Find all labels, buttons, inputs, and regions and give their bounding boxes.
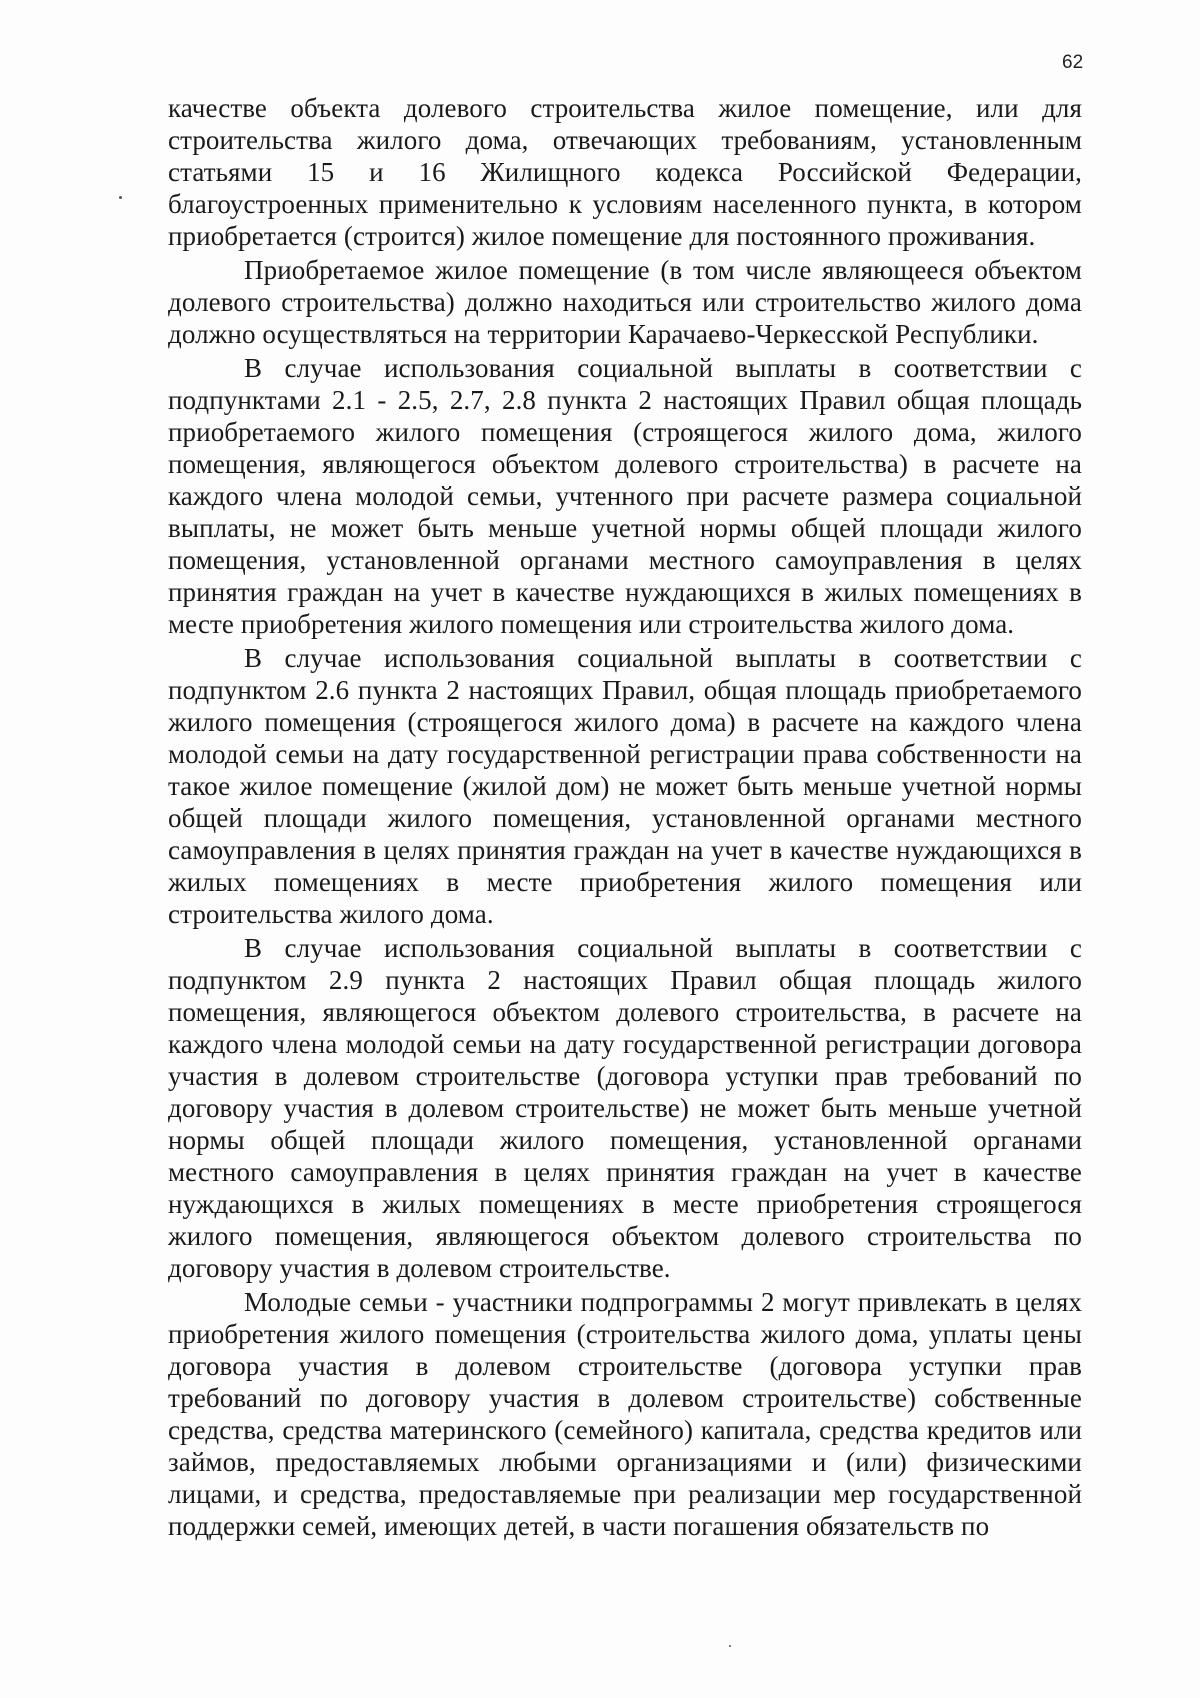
paragraph-6: Молодые семьи - участники подпрограммы 2 могут привлекать в целях приобретения жилого помещения (строительства жилого дома, уплаты цены договора участия в долевом строительстве (договора уступки прав требований по договору участия в долевом строительстве) собственные средства, средства материнского (семейного) капитала, средства кредитов или займов, предоставляемых любыми организациями и (или) физическими лицами, и средства, предоставляемые при реализации мер государственной поддержки семей, имеющих детей, в части погашения обязательств по — [168, 1287, 1082, 1541]
paragraph-5: В случае использования социальной выплаты в соответствии с подпунктом 2.9 пункта 2 настоящих Правил общая площадь жилого помещения, являющегося объектом долевого строительства, в расчете на каждого члена молодой семьи на дату государственной регистрации договора участия в долевом строительстве (договора уступки прав требований по договору участия в долевом строительстве) не может быть меньше учетной нормы общей площади жилого помещения, установленной органами местного самоуправления в целях принятия граждан на учет в качестве нуждающихся в жилых помещениях в месте приобретения строящегося жилого помещения, являющегося объектом долевого строительства по договору участия в долевом строительстве. — [168, 933, 1082, 1283]
body-text — [168, 92, 1082, 1542]
paragraph-3: В случае использования социальной выплаты в соответствии с подпунктами 2.1 - 2.5, 2.7, 2.8 пункта 2 настоящих Правил общая площадь приобретаемого жилого помещения (строящегося жилого дома, жилого помещения, являющегося объектом долевого строительства) в расчете на каждого члена молодой семьи, учтенного при расчете размера социальной выплаты, не может быть меньше учетной нормы общей площади жилого помещения, установленной органами местного самоуправления в целях принятия граждан на учет в качестве нуждающихся в жилых помещениях в месте приобретения жилого помещения или строительства жилого дома. — [168, 353, 1082, 639]
scan-speck — [729, 1645, 731, 1647]
paragraph-1: качестве объекта долевого строительства жилое помещение, или для строительства жилого дома, отвечающих требованиям, установленным статьями 15 и 16 Жилищного кодекса Российской Федерации, благоустроенных применительно к условиям населенного пункта, в котором приобретается (строится) жилое помещение для постоянного проживания. — [168, 93, 1082, 251]
page-number: 62 — [1062, 52, 1084, 73]
scan-speck — [119, 196, 122, 199]
paragraph-2: Приобретаемое жилое помещение (в том числе являющееся объектом долевого строительства) должно находиться или строительство жилого дома должно осуществляться на территории Карачаево-Черкесской Республики. — [168, 255, 1082, 349]
paragraph-4: В случае использования социальной выплаты в соответствии с подпунктом 2.6 пункта 2 настоящих Правил, общая площадь приобретаемого жилого помещения (строящегося жилого дома) в расчете на каждого члена молодой семьи на дату государственной регистрации права собственности на такое жилое помещение (жилой дом) не может быть меньше учетной нормы общей площади жилого помещения, установленной органами местного самоуправления в целях принятия граждан на учет в качестве нуждающихся в жилых помещениях в месте приобретения жилого помещения или строительства жилого дома. — [168, 643, 1082, 929]
